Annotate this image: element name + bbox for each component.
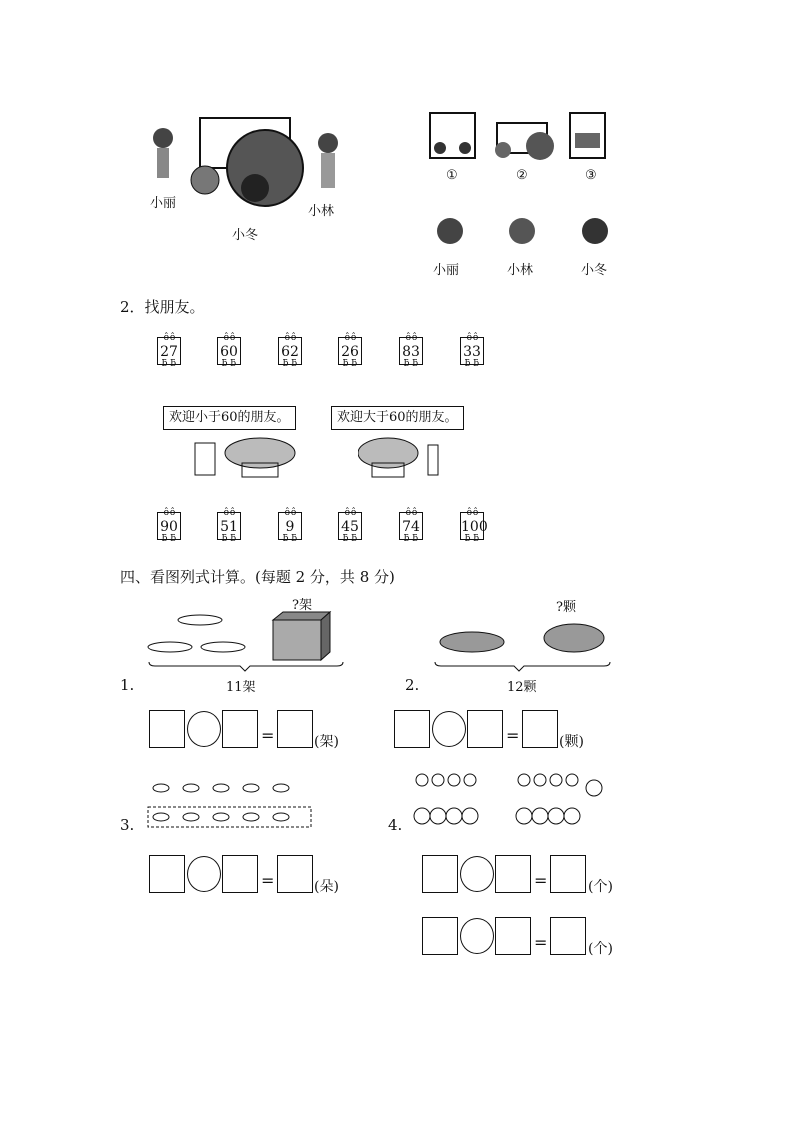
operator-circle[interactable] xyxy=(187,856,221,892)
answer-box[interactable] xyxy=(149,710,185,748)
operator-circle[interactable] xyxy=(460,918,494,954)
number-card: ô ô 26 ƃ ƃ xyxy=(338,337,362,365)
equals-sign: = xyxy=(261,726,275,745)
answer-box[interactable] xyxy=(495,855,531,893)
answer-box[interactable] xyxy=(149,855,185,893)
equals-sign: = xyxy=(534,871,548,890)
label-xiaolin: 小林 xyxy=(308,204,335,219)
tractor-label-2: ② xyxy=(516,168,528,183)
tractor-views-illustration xyxy=(425,108,610,168)
sign-less-than-60: 欢迎小于60的朋友。 xyxy=(163,406,296,430)
tractor-label-3: ③ xyxy=(585,168,597,183)
p1-total: 11架 xyxy=(226,680,256,695)
section4-heading: 四、看图列式计算。(每题 2 分，共 8 分) xyxy=(120,568,395,586)
answer-box[interactable] xyxy=(550,855,586,893)
kid-label-xiaolin: 小林 xyxy=(507,263,534,278)
p4-number: 4. xyxy=(388,816,403,834)
tractor-label-1: ① xyxy=(446,168,458,183)
q2-title: 2．找朋友。 xyxy=(120,298,205,316)
equals-sign: = xyxy=(261,871,275,890)
p1-unit: (架) xyxy=(314,734,339,750)
number-card: ô ô 9 ƃ ƃ xyxy=(278,512,302,540)
answer-box[interactable] xyxy=(394,710,430,748)
flowers-illustration xyxy=(146,776,316,830)
p3-unit: (朵) xyxy=(314,879,339,895)
operator-circle[interactable] xyxy=(460,856,494,892)
p1-number: 1. xyxy=(120,676,135,694)
number-card: ô ô 51 ƃ ƃ xyxy=(217,512,241,540)
p2-unknown: ?颗 xyxy=(556,600,576,615)
answer-box[interactable] xyxy=(277,710,313,748)
p4-unit-2: (个) xyxy=(588,941,613,957)
number-card: ô ô 27 ƃ ƃ xyxy=(157,337,181,365)
sign-greater-than-60: 欢迎大于60的朋友。 xyxy=(331,406,464,430)
answer-box[interactable] xyxy=(522,710,558,748)
number-card: ô ô 62 ƃ ƃ xyxy=(278,337,302,365)
p2-number: 2. xyxy=(405,676,420,694)
answer-box[interactable] xyxy=(467,710,503,748)
p4-unit-1: (个) xyxy=(588,879,613,895)
p2-total: 12颗 xyxy=(507,680,537,695)
kid-label-xiaoli: 小丽 xyxy=(433,263,460,278)
answer-box[interactable] xyxy=(222,855,258,893)
number-card: ô ô 33 ƃ ƃ xyxy=(460,337,484,365)
airplanes-box-illustration xyxy=(145,600,350,672)
p2-unit: (颗) xyxy=(559,734,584,750)
answer-box[interactable] xyxy=(222,710,258,748)
label-xiaoli: 小丽 xyxy=(150,196,177,211)
label-xiaodong: 小冬 xyxy=(232,228,259,243)
ant-mushroom-house-illustration xyxy=(358,435,448,480)
number-card: ô ô 74 ƃ ƃ xyxy=(399,512,423,540)
answer-box[interactable] xyxy=(277,855,313,893)
plates-of-candy-illustration xyxy=(432,620,614,672)
answer-box[interactable] xyxy=(550,917,586,955)
equals-sign: = xyxy=(506,726,520,745)
number-card: ô ô 83 ƃ ƃ xyxy=(399,337,423,365)
operator-circle[interactable] xyxy=(432,711,466,747)
kids-heads-illustration xyxy=(430,213,615,258)
pears-illustration xyxy=(412,766,608,832)
p1-unknown: ?架 xyxy=(292,598,312,613)
operator-circle[interactable] xyxy=(187,711,221,747)
equals-sign: = xyxy=(534,933,548,952)
number-card: ô ô 60 ƃ ƃ xyxy=(217,337,241,365)
kid-label-xiaodong: 小冬 xyxy=(581,263,608,278)
monkey-mushroom-house-illustration xyxy=(190,435,300,480)
p3-number: 3. xyxy=(120,816,135,834)
answer-box[interactable] xyxy=(495,917,531,955)
number-card: ô ô 100 ƃ ƃ xyxy=(460,512,484,540)
answer-box[interactable] xyxy=(422,855,458,893)
number-card: ô ô 45 ƃ ƃ xyxy=(338,512,362,540)
number-card: ô ô 90 ƃ ƃ xyxy=(157,512,181,540)
answer-box[interactable] xyxy=(422,917,458,955)
